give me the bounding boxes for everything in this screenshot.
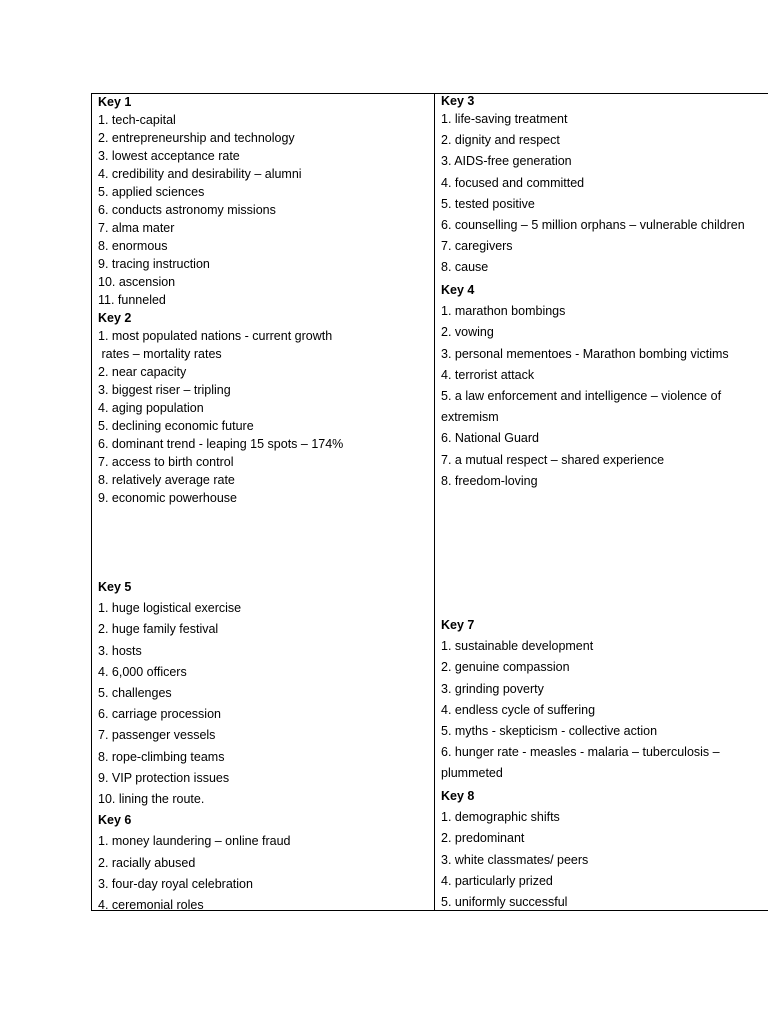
key-8-item: 5. uniformly successful	[441, 895, 568, 910]
key-1-item: 4. credibility and desirability – alumni	[98, 167, 302, 181]
key-7-heading: Key 7	[441, 618, 475, 632]
key-7-item: 3. grinding poverty	[441, 681, 544, 696]
key-3-heading: Key 3	[441, 94, 475, 108]
key-2-item: 8. relatively average rate	[98, 473, 235, 487]
key-4-item: 4. terrorist attack	[441, 367, 535, 382]
key-3-item: 2. dignity and respect	[441, 133, 560, 148]
key-4-item: 8. freedom-loving	[441, 473, 538, 488]
key-2-item: 7. access to birth control	[98, 455, 234, 469]
key-4-block	[441, 280, 729, 492]
key-2-item: 1. most populated nations - current growth	[98, 329, 333, 343]
key-6-item: 3. four-day royal celebration	[98, 876, 253, 891]
key-2-heading: Key 2	[98, 311, 132, 325]
key-6-item: 4. ceremonial roles	[98, 898, 204, 911]
key-4-item: 6. National Guard	[441, 431, 539, 446]
key-7-item: plummeted	[441, 766, 503, 781]
key-8-item: 1. demographic shifts	[441, 810, 560, 825]
key-8-heading: Key 8	[441, 789, 475, 803]
key-4-item: 5. a law enforcement and intelligence – violence of	[441, 389, 722, 404]
left-column	[98, 94, 428, 910]
key-8-block	[441, 786, 588, 911]
key-4-item: extremism	[441, 410, 499, 425]
key-5-item: 1. huge logistical exercise	[98, 601, 242, 616]
key-1-item: 1. tech-capital	[98, 113, 176, 127]
key-7-item: 4. endless cycle of suffering	[441, 702, 596, 717]
key-3-block	[441, 93, 745, 279]
key-2-item: 9. economic powerhouse	[98, 491, 237, 505]
key-1-item: 11. funneled	[98, 293, 166, 307]
key-3-item: 8. cause	[441, 260, 489, 275]
key-5-item: 5. challenges	[98, 686, 172, 701]
key-2-item: 5. declining economic future	[98, 419, 254, 433]
key-8-item: 3. white classmates/ peers	[441, 852, 589, 867]
key-5-item: 7. passenger vessels	[98, 728, 216, 743]
key-5-block	[98, 577, 291, 911]
key-5-item: 8. rope-climbing teams	[98, 749, 225, 764]
key-3-item: 3. AIDS-free generation	[441, 154, 572, 169]
key-6-item: 2. racially abused	[98, 855, 196, 870]
key-7-item: 6. hunger rate - measles - malaria – tuberculosis –	[441, 745, 720, 760]
key-1-heading: Key 1	[98, 95, 132, 109]
key-5-item: 10. lining the route.	[98, 792, 205, 807]
key-2-item: 6. dominant trend - leaping 15 spots – 174%	[98, 437, 344, 451]
key-4-item: 3. personal mementoes - Marathon bombing victims	[441, 346, 729, 361]
key-8-item: 4. particularly prized	[441, 873, 553, 888]
key-1-item: 2. entrepreneurship and technology	[98, 131, 295, 145]
key-1-item: 3. lowest acceptance rate	[98, 149, 240, 163]
key-8-item: 2. predominant	[441, 831, 525, 846]
key-5-heading: Key 5	[98, 580, 132, 594]
key-4-heading: Key 4	[441, 283, 475, 297]
key-2-item: 2. near capacity	[98, 365, 187, 379]
key-7-block	[441, 615, 720, 785]
key-7-item: 1. sustainable development	[441, 639, 594, 654]
key-2-item: 3. biggest riser – tripling	[98, 383, 231, 397]
key-1-block	[98, 93, 302, 309]
key-4-item: 2. vowing	[441, 325, 494, 340]
key-4-item: 7. a mutual respect – shared experience	[441, 452, 665, 467]
key-3-item: 6. counselling – 5 million orphans – vulnerable children	[441, 218, 745, 233]
key-3-item: 5. tested positive	[441, 196, 535, 211]
key-1-item: 6. conducts astronomy missions	[98, 203, 276, 217]
key-1-item: 10. ascension	[98, 275, 176, 289]
key-5-item: 4. 6,000 officers	[98, 664, 187, 679]
right-column	[441, 94, 768, 910]
key-1-item: 5. applied sciences	[98, 185, 205, 199]
key-1-item: 8. enormous	[98, 239, 168, 253]
key-7-item: 5. myths - skepticism - collective action	[441, 724, 658, 739]
key-2-item: 4. aging population	[98, 401, 204, 415]
key-2-item: rates – mortality rates	[98, 347, 222, 361]
answer-key-table	[91, 93, 768, 911]
key-3-item: 1. life-saving treatment	[441, 112, 568, 126]
key-5-item: 2. huge family festival	[98, 622, 219, 637]
key-1-item: 9. tracing instruction	[98, 257, 210, 271]
key-6-item: 1. money laundering – online fraud	[98, 834, 291, 849]
key-1-item: 7. alma mater	[98, 221, 175, 235]
key-7-item: 2. genuine compassion	[441, 660, 570, 675]
key-3-item: 4. focused and committed	[441, 175, 585, 190]
key-5-item: 6. carriage procession	[98, 707, 221, 722]
key-6-heading: Key 6	[98, 813, 132, 828]
key-5-item: 3. hosts	[98, 643, 142, 658]
column-divider	[434, 94, 435, 910]
key-3-item: 7. caregivers	[441, 239, 513, 254]
key-2-block	[98, 309, 343, 507]
key-5-item: 9. VIP protection issues	[98, 770, 230, 785]
key-4-item: 1. marathon bombings	[441, 304, 566, 319]
